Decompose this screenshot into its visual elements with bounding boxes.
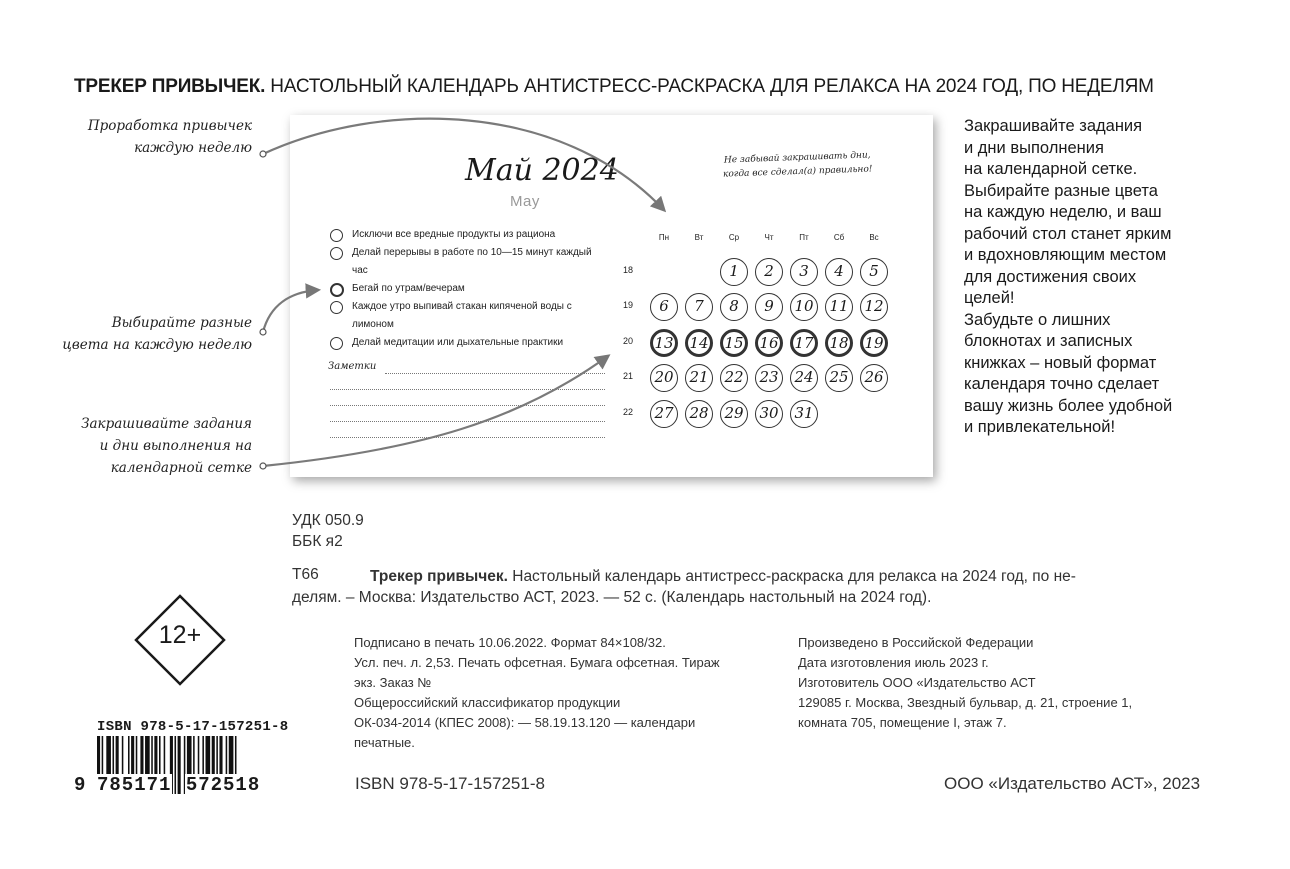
- calendar-day[interactable]: 26: [860, 364, 888, 392]
- publishing-line: Усл. печ. л. 2,53. Печать офсетная. Бумага офсетная. Тираж: [354, 655, 720, 670]
- promo-line: Закрашивайте задания: [964, 117, 1143, 135]
- calendar-day[interactable]: 25: [825, 364, 853, 392]
- week-number: 20: [623, 336, 634, 346]
- publishing-line: 129085 г. Москва, Звездный бульвар, д. 21, строение 1,: [798, 695, 1133, 710]
- calendar-day[interactable]: 19: [860, 329, 888, 357]
- publishing-line: экз. Заказ №: [354, 675, 432, 690]
- calendar-day[interactable]: 22: [720, 364, 748, 392]
- barcode-digits: [74, 774, 294, 796]
- promo-line: целей!: [964, 289, 1015, 307]
- calendar-day[interactable]: 4: [825, 258, 853, 286]
- weekday-header: Чт: [764, 233, 774, 242]
- week-number: 19: [623, 300, 634, 310]
- arrow-start-dot: [260, 463, 266, 469]
- calendar-day[interactable]: 23: [755, 364, 783, 392]
- callout-line: календарной сетке: [110, 460, 252, 476]
- desc-text: делям. – Москва: Издательство АСТ, 2023. — 52 с. (Календарь настольный на 2024 год).: [292, 589, 932, 606]
- week-number: 21: [623, 371, 634, 381]
- calendar-day[interactable]: 6: [650, 293, 678, 321]
- promo-line: рабочий стол станет ярким: [964, 224, 1172, 243]
- weekday-header: Вс: [869, 233, 879, 242]
- publishing-line: Произведено в Российской Федерации: [798, 635, 1034, 650]
- calendar-day[interactable]: 14: [685, 329, 713, 357]
- calendar-day[interactable]: 10: [790, 293, 818, 321]
- promo-line: для достижения своих: [964, 267, 1137, 286]
- promo-line: книжках – новый формат: [964, 353, 1157, 372]
- callout-line: цвета на каждую неделю: [62, 337, 252, 353]
- title-bold: ТРЕКЕР ПРИВЫЧЕК.: [74, 76, 266, 97]
- callout-line: каждую неделю: [134, 140, 252, 156]
- arrow-start-dot: [260, 329, 266, 335]
- barcode-isbn-label: ISBN 978-5-17-157251-8: [97, 719, 289, 735]
- calendar-day[interactable]: 11: [825, 293, 853, 321]
- barcode-digit-group: 572518: [185, 774, 261, 796]
- desc-bold: Трекер привычек.: [370, 568, 508, 585]
- calendar-day[interactable]: 13: [650, 329, 678, 357]
- calendar-day[interactable]: 21: [685, 364, 713, 392]
- month-title: Май 2024: [465, 153, 619, 188]
- callout-line: Закрашивайте задания: [81, 416, 252, 432]
- task-text: Бегай по утрам/вечерам: [352, 283, 465, 294]
- publishing-line: печатные.: [354, 735, 415, 750]
- weekday-header: Ср: [728, 233, 740, 242]
- calendar-day[interactable]: 12: [860, 293, 888, 321]
- promo-text: [964, 116, 1224, 439]
- calendar-day[interactable]: 3: [790, 258, 818, 286]
- calendar-day[interactable]: 5: [860, 258, 888, 286]
- promo-line: календаря точно сделает: [964, 375, 1160, 393]
- arrow-colors: [263, 290, 318, 332]
- arrow-fill: [263, 356, 608, 466]
- barcode-digit-group: 785171: [97, 774, 172, 796]
- promo-line: Выбирайте разные цвета: [964, 181, 1158, 200]
- udk-code: УДК 050.9: [292, 512, 364, 529]
- task-text: Делай медитации или дыхательные практики: [352, 337, 564, 348]
- weekday-header: Пн: [658, 233, 670, 242]
- callout-line: Проработка привычек: [87, 118, 252, 134]
- task-text: Каждое утро выпивай стакан кипяченой воды с лимоном: [352, 301, 572, 330]
- callout-line: Выбирайте разные: [111, 315, 252, 331]
- calendar-day[interactable]: 29: [720, 400, 748, 428]
- month-english: May: [510, 193, 540, 210]
- week-number: 22: [623, 407, 634, 417]
- calendar-day[interactable]: 9: [755, 293, 783, 321]
- promo-line: и привлекательной!: [964, 418, 1116, 436]
- calendar-day[interactable]: 28: [685, 400, 713, 428]
- arrow-habits: [263, 119, 664, 210]
- calendar-day[interactable]: 8: [720, 293, 748, 321]
- calendar-day[interactable]: 30: [755, 400, 783, 428]
- weekday-header: Вт: [694, 233, 704, 242]
- barcode-digit-lead: 9: [74, 774, 87, 796]
- publishing-info-left: [354, 633, 774, 753]
- title-rest: НАСТОЛЬНЫЙ КАЛЕНДАРЬ АНТИСТРЕСС-РАСКРАСКА ДЛЯ РЕЛАКСА НА 2024 ГОД, ПО НЕДЕЛЯМ: [265, 76, 1154, 97]
- publishing-info-right: [798, 633, 1218, 733]
- calendar-day[interactable]: 20: [650, 364, 678, 392]
- publishing-line: Подписано в печать 10.06.2022. Формат 84×108/32.: [354, 635, 666, 650]
- calendar-day[interactable]: 18: [825, 329, 853, 357]
- task-text: Делай перерывы в работе по 10—15 минут каждый час: [352, 247, 592, 276]
- desc-text: Настольный календарь антистресс-раскраска для релакса на 2024 год, по не-: [507, 568, 1076, 585]
- calendar-day[interactable]: 2: [755, 258, 783, 286]
- promo-line: и вдохновляющим местом: [964, 246, 1167, 264]
- calendar-day[interactable]: 24: [790, 364, 818, 392]
- weekday-header: Сб: [833, 233, 845, 242]
- task-text: Исключи все вредные продукты из рациона: [352, 229, 556, 240]
- publishing-line: Дата изготовления июль 2023 г.: [798, 655, 989, 670]
- promo-line: на календарной сетке.: [964, 160, 1138, 178]
- promo-line: на каждую неделю, и ваш: [964, 203, 1162, 221]
- arrow-start-dot: [260, 151, 266, 157]
- calendar-day[interactable]: 31: [790, 400, 818, 428]
- catalog-codes: [292, 510, 364, 552]
- callout-line: и дни выполнения на: [99, 438, 252, 454]
- calendar-day[interactable]: 15: [720, 329, 748, 357]
- notes-label: Заметки: [328, 361, 377, 372]
- promo-line: Забудьте о лишних: [964, 310, 1111, 329]
- calendar-day[interactable]: 1: [720, 258, 748, 286]
- promo-line: и дни выполнения: [964, 138, 1104, 157]
- week-number: 18: [623, 265, 634, 275]
- publishing-line: ОК-034-2014 (КПЕС 2008): — 58.19.13.120 — календари: [354, 715, 696, 730]
- weekday-header: Пт: [799, 233, 809, 242]
- calendar-day[interactable]: 17: [790, 329, 818, 357]
- publishing-line: Изготовитель ООО «Издательство АСТ: [798, 675, 1036, 690]
- calendar-day[interactable]: 7: [685, 293, 713, 321]
- promo-line: блокнотах и записных: [964, 332, 1133, 350]
- promo-line: вашу жизнь более удобной: [964, 396, 1173, 415]
- isbn-number: ISBN 978-5-17-157251-8: [355, 774, 545, 793]
- author-mark: Т66: [292, 566, 319, 583]
- calendar-day[interactable]: 16: [755, 329, 783, 357]
- copyright: ООО «Издательство АСТ», 2023: [944, 774, 1201, 793]
- publishing-line: Общероссийский классификатор продукции: [354, 695, 621, 710]
- publishing-line: комната 705, помещение I, этаж 7.: [798, 715, 1007, 730]
- age-rating: 12+: [158, 621, 202, 649]
- motto: Не забывай закрашивать дни, когда все сделал(а) правильно!: [722, 150, 873, 180]
- bbk-code: ББК я2: [292, 533, 343, 550]
- calendar-day[interactable]: 27: [650, 400, 678, 428]
